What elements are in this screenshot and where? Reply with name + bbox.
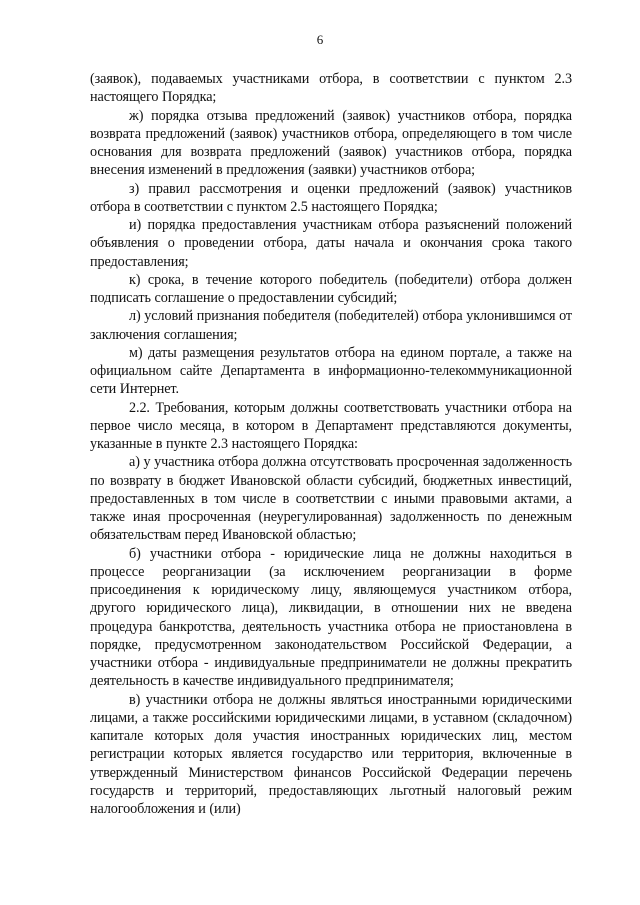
paragraph: м) даты размещения результатов отбора на едином портале, а также на официальном сайте Департамента в информационно-телекоммуникационной сети Интернет. — [90, 344, 572, 398]
document-body — [90, 70, 572, 818]
paragraph: ж) порядка отзыва предложений (заявок) участников отбора, порядка возврата предложений (заявок) участников отбора, определяющего в том числе основания для возврата предложений (заявок) участников отбора, порядка внесения изменений в предложения (заявки) участников отбора; — [90, 107, 572, 179]
paragraph: 2.2. Требования, которым должны соответствовать участники отбора на первое число месяца, в котором в Департамент представляются документы, указанные в пункте 2.3 настоящего Порядка: — [90, 399, 572, 452]
paragraph: а) у участника отбора должна отсутствовать просроченная задолженность по возврату в бюджет Ивановской области субсидий, бюджетных инвестиций, предоставленных в том числе в соответствии с иными правовыми актами, а также иная просроченная (неурегулированная) задолженность по денежным обязательствам перед Ивановской областью; — [90, 454, 572, 544]
paragraph: (заявок), подаваемых участниками отбора, в соответствии с пунктом 2.3 настоящего Порядка; — [90, 71, 572, 106]
paragraph: и) порядка предоставления участникам отбора разъяснений положений объявления о проведении отбора, даты начала и окончания срока такого предоставления; — [90, 217, 572, 270]
paragraph: л) условий признания победителя (победителей) отбора уклонившимся от заключения соглашения; — [90, 308, 572, 343]
paragraph: в) участники отбора не должны являться иностранными юридическими лицами, а также российскими юридическими лицами, в уставном (складочном) капитале которых доля участия иностранных юридических лиц, местом регистрации которых является государство или территория, включенные в утвержденный Министерством финансов Российской Федерации перечень государств и территорий, предоставляющих льготный налоговый режим налогообложения и (или) — [90, 691, 572, 817]
paragraph: б) участники отбора - юридические лица не должны находиться в процессе реорганизации (за исключением реорганизации в форме присоединения к юридическому лицу, являющемуся участником отбора, другого юридического лица), ликвидации, в отношении них не введена процедура банкротства, деятельность участника отбора не приостановлена в порядке, предусмотренном законодательством Российской Федерации, а участники отбора - индивидуальные предприниматели не должны прекратить деятельность в качестве индивидуального предпринимателя; — [90, 545, 572, 690]
page-number: 6 — [316, 32, 324, 47]
paragraph: к) срока, в течение которого победитель (победители) отбора должен подписать соглашение о предоставлении субсидий; — [90, 271, 572, 306]
paragraph: з) правил рассмотрения и оценки предложений (заявок) участников отбора в соответствии с пунктом 2.5 настоящего Порядка; — [90, 180, 572, 215]
